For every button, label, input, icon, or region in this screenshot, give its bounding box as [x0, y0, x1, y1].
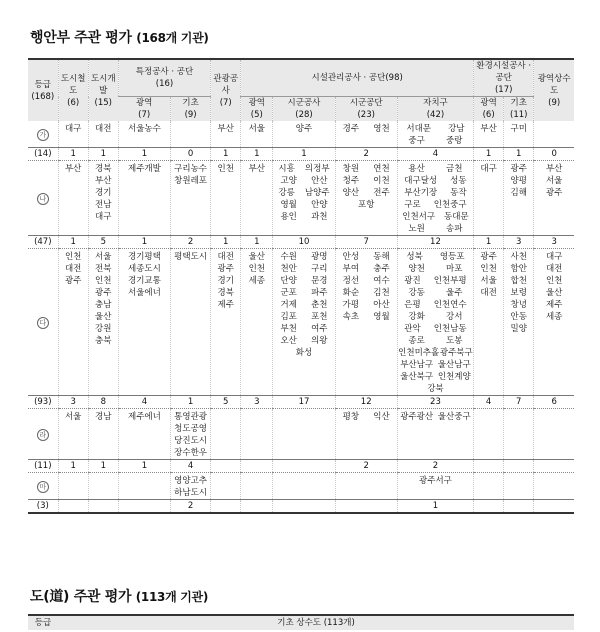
- section-title-ministry: [30, 27, 209, 47]
- table-cell: 평택도시: [171, 249, 211, 396]
- count-cell: 1: [273, 148, 335, 161]
- header-group-special: 특정공사 · 공단 (16): [118, 59, 210, 97]
- count-row: [28, 396, 574, 409]
- count-cell: 2: [335, 148, 397, 161]
- table-cell: [241, 473, 273, 500]
- ministry-evaluation-table: [28, 58, 574, 514]
- count-cell: 1: [171, 396, 211, 409]
- header-col-11: 광역상수도 (9): [534, 59, 574, 121]
- table-cell: 부산: [211, 121, 241, 148]
- table-row: [28, 161, 574, 236]
- count-cell: 5: [88, 236, 118, 249]
- header-col-3: 기초 (9): [171, 97, 211, 122]
- count-cell: 4: [171, 460, 211, 473]
- table-cell: 용산 금천 대구달성 성동 부산기장 동작 구로 인천중구 인천서구 동대문 노원 송파: [397, 161, 473, 236]
- table-cell: 성북 영등포 양천 마포 광진 인천부평 강동 울주 은평 인천연수 강화 강서 관악 인천남동 종로 도봉 인천미추홀 광주북구 부산남구 울산남구 울산북구 인천계양 강북: [397, 249, 473, 396]
- title-main: 도(道) 주관 평가: [30, 589, 132, 605]
- table-cell: 수원 광명 천안 구리 단양 문경 군포 파주 거제 춘천 김포 포천 부천 여주 오산 의왕 화성: [273, 249, 335, 396]
- count-row: [28, 500, 574, 514]
- table-cell: 인천 대전 광주: [58, 249, 88, 396]
- table-cell: 서울: [241, 121, 273, 148]
- table-cell: [211, 473, 241, 500]
- grade-total: (11): [28, 460, 58, 473]
- table-cell: 경주 영천: [335, 121, 397, 148]
- table-cell: [534, 473, 574, 500]
- table-cell: 대구 대전 인천 울산 제주 세종: [534, 249, 574, 396]
- table-cell: [474, 409, 504, 460]
- title-sub: (168개 기관): [136, 31, 209, 45]
- count-cell: [474, 500, 504, 514]
- count-cell: 1: [88, 460, 118, 473]
- province-evaluation-table: [28, 614, 574, 630]
- table-cell: [534, 409, 574, 460]
- grade-total: (93): [28, 396, 58, 409]
- count-cell: 1: [474, 236, 504, 249]
- count-cell: 2: [171, 500, 211, 514]
- count-cell: 1: [211, 148, 241, 161]
- count-cell: 5: [211, 396, 241, 409]
- count-cell: 8: [88, 396, 118, 409]
- province-header-col: 기초 상수도 (113개): [58, 615, 574, 630]
- count-cell: [118, 500, 170, 514]
- count-cell: 10: [273, 236, 335, 249]
- count-cell: [241, 460, 273, 473]
- count-cell: 1: [211, 236, 241, 249]
- count-cell: 0: [171, 148, 211, 161]
- table-cell: 부산: [58, 161, 88, 236]
- table-cell: 서울: [58, 409, 88, 460]
- count-row: [28, 460, 574, 473]
- count-cell: 2: [171, 236, 211, 249]
- grade-cell: 다: [28, 249, 58, 396]
- count-cell: 17: [273, 396, 335, 409]
- table-cell: 광주 인천 서울 대전: [474, 249, 504, 396]
- count-cell: 1: [474, 148, 504, 161]
- table-cell: 대전: [88, 121, 118, 148]
- table-cell: [335, 473, 397, 500]
- table-cell: 광주서구: [397, 473, 473, 500]
- count-cell: 1: [88, 148, 118, 161]
- grade-cell: 라: [28, 409, 58, 460]
- table-cell: [241, 409, 273, 460]
- table-cell: 구리농수 창원레포: [171, 161, 211, 236]
- count-cell: 7: [335, 236, 397, 249]
- count-cell: 2: [335, 460, 397, 473]
- count-cell: 12: [397, 236, 473, 249]
- count-cell: [335, 500, 397, 514]
- count-cell: 12: [335, 396, 397, 409]
- table-cell: [88, 473, 118, 500]
- table-cell: 창원 연천 청주 이천 양산 전주 포항: [335, 161, 397, 236]
- count-cell: 7: [504, 396, 534, 409]
- header-col-8: 자치구 (42): [397, 97, 473, 122]
- count-cell: 1: [241, 148, 273, 161]
- table-cell: 인천: [211, 161, 241, 236]
- header-grade: 등급 (168): [28, 59, 58, 121]
- count-cell: 0: [534, 148, 574, 161]
- section-title-province: [30, 586, 208, 606]
- table-cell: [58, 473, 88, 500]
- header-col-10: 기초 (11): [504, 97, 534, 122]
- table-cell: 사천 함안 합천 보령 창녕 안동 밀양: [504, 249, 534, 396]
- title-main: 행안부 주관 평가: [30, 30, 132, 46]
- count-cell: [474, 460, 504, 473]
- table-cell: 경북 부산 경기 전남 대구: [88, 161, 118, 236]
- table-cell: 서울 전북 인천 광주 충남 울산 강원 충북: [88, 249, 118, 396]
- table-cell: 대전 광주 경기 경북 제주: [211, 249, 241, 396]
- table-cell: 시흥 의정부 고양 안산 강릉 남양주 영월 안양 용인 과천: [273, 161, 335, 236]
- count-cell: [504, 460, 534, 473]
- grade-total: (3): [28, 500, 58, 514]
- table-cell: 구미: [504, 121, 534, 148]
- grade-cell: 나: [28, 161, 58, 236]
- count-cell: 3: [58, 396, 88, 409]
- table-cell: [118, 473, 170, 500]
- count-cell: 1: [118, 148, 170, 161]
- count-cell: 3: [534, 236, 574, 249]
- table-cell: 부산: [474, 121, 504, 148]
- table-cell: 대구: [474, 161, 504, 236]
- count-cell: [273, 500, 335, 514]
- count-cell: 23: [397, 396, 473, 409]
- table-cell: 광주 양평 김해: [504, 161, 534, 236]
- table-cell: 울산 인천 세종: [241, 249, 273, 396]
- header-col-2: 광역 (7): [118, 97, 170, 122]
- count-cell: 1: [504, 148, 534, 161]
- count-cell: 1: [118, 460, 170, 473]
- grade-cell: 가: [28, 121, 58, 148]
- table-cell: 서울농수: [118, 121, 170, 148]
- table-cell: 통영관광 청도공영 당진도시 장수한우: [171, 409, 211, 460]
- count-cell: 1: [118, 236, 170, 249]
- count-cell: 1: [58, 460, 88, 473]
- count-cell: [211, 500, 241, 514]
- table-cell: [474, 473, 504, 500]
- table-cell: 경남: [88, 409, 118, 460]
- count-cell: 6: [534, 396, 574, 409]
- grade-cell: 마: [28, 473, 58, 500]
- header-group-facility: 시설관리공사 · 공단(98): [241, 59, 474, 97]
- count-cell: 4: [118, 396, 170, 409]
- count-cell: 3: [504, 236, 534, 249]
- table-cell: [504, 473, 534, 500]
- header-col-1: 도시개발 (15): [88, 59, 118, 121]
- header-col-0: 도시철도 (6): [58, 59, 88, 121]
- table-cell: 부산 서울 광주: [534, 161, 574, 236]
- table-row: [28, 121, 574, 148]
- header-col-6: 시군공사 (28): [273, 97, 335, 122]
- count-cell: 2: [397, 460, 473, 473]
- table-row: [28, 409, 574, 460]
- count-cell: [273, 460, 335, 473]
- table-cell: 서대문 강남 중구 중랑: [397, 121, 473, 148]
- count-cell: [534, 460, 574, 473]
- table-cell: [273, 409, 335, 460]
- table-cell: 부산: [241, 161, 273, 236]
- table-cell: [211, 409, 241, 460]
- table-cell: 영양고추 하남도시: [171, 473, 211, 500]
- count-cell: [58, 500, 88, 514]
- table-cell: 안성 동해 부여 충주 정선 여수 화순 김천 가평 아산 속초 영월: [335, 249, 397, 396]
- count-cell: [88, 500, 118, 514]
- count-cell: 4: [474, 396, 504, 409]
- table-cell: 대구: [58, 121, 88, 148]
- count-row: [28, 148, 574, 161]
- header-group-env: 환경시설공사 · 공단 (17): [474, 59, 534, 97]
- table-cell: 경기평택 세종도시 경기교통 서울에너: [118, 249, 170, 396]
- title-sub: (113개 기관): [135, 590, 209, 604]
- table-cell: 양주: [273, 121, 335, 148]
- count-cell: 3: [241, 396, 273, 409]
- header-col-7: 시군공단 (23): [335, 97, 397, 122]
- grade-total: (47): [28, 236, 58, 249]
- table-cell: [273, 473, 335, 500]
- table-cell: [504, 409, 534, 460]
- count-cell: 4: [397, 148, 473, 161]
- count-cell: [211, 460, 241, 473]
- table-cell: [534, 121, 574, 148]
- count-cell: [504, 500, 534, 514]
- count-row: [28, 236, 574, 249]
- count-cell: 1: [58, 148, 88, 161]
- table-cell: 제주개발: [118, 161, 170, 236]
- count-cell: [241, 500, 273, 514]
- count-cell: 1: [58, 236, 88, 249]
- header-col-4: 관광공사 (7): [211, 59, 241, 121]
- header-col-9: 광역 (6): [474, 97, 504, 122]
- count-cell: 1: [397, 500, 473, 514]
- table-cell: 평창 익산: [335, 409, 397, 460]
- grade-total: (14): [28, 148, 58, 161]
- table-row: [28, 249, 574, 396]
- table-row: [28, 473, 574, 500]
- count-cell: 1: [241, 236, 273, 249]
- count-cell: [534, 500, 574, 514]
- province-header-grade: 등급: [28, 615, 58, 630]
- table-cell: 광주광산 울산중구: [397, 409, 473, 460]
- table-cell: 제주에너: [118, 409, 170, 460]
- header-col-5: 광역 (5): [241, 97, 273, 122]
- table-cell: [171, 121, 211, 148]
